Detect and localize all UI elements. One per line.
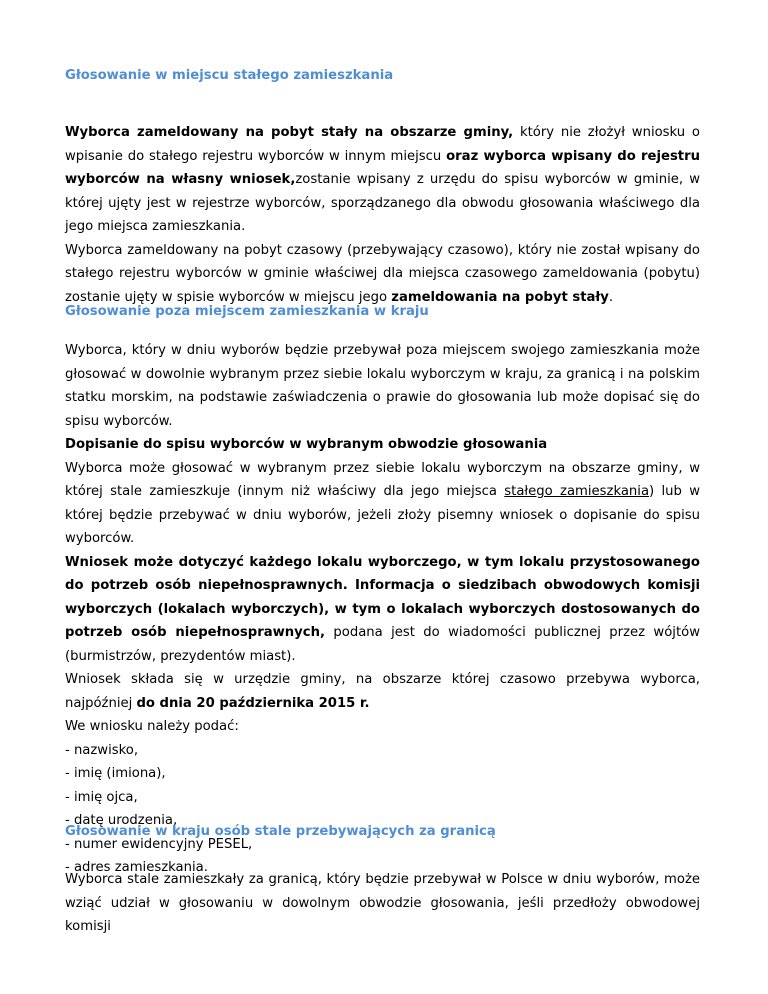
paragraph-permanent-voter <box>65 121 700 309</box>
list-item: - nazwisko, <box>65 742 139 758</box>
body-text: zostanie wpisany z urzędu do spisu wyborców w gminie, w której ujęty jest w rejestrze wyborców, sporządzanego dla obwodu głosowania właściwego dla jego miejsca zamieszkania. <box>65 172 700 234</box>
paragraph-abroad-residents: Wyborca stale zamieszkały za granicą, który będzie przebywał w Polsce w dniu wyborów, może wziąć udział w głosowaniu w dowolnym obwodzie głosowania, jeśli przedłoży obwodowej komisji <box>65 872 700 934</box>
bold-text: Wniosek może dotyczyć każdego lokalu wyborczego, w tym lokalu przystosowanego do potrzeb osób niepełnosprawnych. Informacja o siedzibach obwodowych komisji wyborczych (lokalach wyborczych), w tym o lokalach wyborczych dostosowanych do potrzeb osób niepełnosprawnych, <box>65 554 700 640</box>
list-item: - numer ewidencyjny PESEL, <box>65 836 253 852</box>
bold-text: oraz wyborca wpisany do rejestru wyborców na własny wniosek, <box>65 148 700 187</box>
body-text: Wyborca może głosować w wybranym przez siebie lokalu wyborczym na obszarze gminy, w której stale zamieszkuje (innym niż właściwy dla jego miejsca <box>65 460 700 499</box>
paragraph-outside-residence <box>65 339 700 880</box>
bold-text: do dnia 20 października 2015 r. <box>136 695 370 711</box>
list-item: - datę urodzenia, <box>65 813 178 828</box>
list-intro: We wniosku należy podać: <box>65 719 239 734</box>
list-item: - imię (imiona), <box>65 766 166 781</box>
section-heading-permanent-residence: Głosowanie w miejscu stałego zamieszkania <box>65 68 394 83</box>
subheading-add-to-voter-list: Dopisanie do spisu wyborców w wybranym obwodzie głosowania <box>65 437 548 452</box>
body-text: . <box>608 289 614 305</box>
section-heading-abroad-residents: Głosowanie w kraju osób stale przebywających za granicą <box>65 824 496 839</box>
body-text: ) lub w której będzie przebywać w dniu wyborów, jeżeli złoży pisemny wniosek o dopisanie do spisu wyborców. <box>65 484 701 546</box>
list-item: - imię ojca, <box>65 789 138 805</box>
list-item: - adres zamieszkania. <box>65 860 208 875</box>
body-text: który nie złożył wniosku o wpisanie do stałego rejestru wyborców w innym miejscu <box>65 125 700 164</box>
body-text: podana jest do wiadomości publicznej przez wójtów (burmistrzów, prezydentów miast). <box>65 625 700 664</box>
underlined-text: stałego zamieszkania <box>504 484 650 499</box>
bold-text: zameldowania na pobyt stały <box>391 289 609 305</box>
bold-text: Wyborca zameldowany na pobyt stały na obszarze gminy, <box>65 125 514 140</box>
section-heading-outside-residence: Głosowanie poza miejscem zamieszkania w kraju <box>65 304 429 319</box>
body-text: Wyborca, który w dniu wyborów będzie przebywał poza miejscem swojego zamieszkania może głosować w dowolnie wybranym przez siebie lokalu wyborczym w kraju, za granicą i na polskim statku morskim, na podstawie zaświadczenia o prawie do głosowania lub może dopisać się do spisu wyborców. <box>65 343 700 429</box>
body-text: Wyborca zameldowany na pobyt czasowy (przebywający czasowo), który nie został wpisany do stałego rejestru wyborców w gminie właściwej dla miejsca czasowego zameldowania (pobytu) zostanie ujęty w spisie wyborców w miejscu jego <box>65 242 700 305</box>
body-text: Wniosek składa się w urzędzie gminy, na obszarze której czasowo przebywa wyborca, najpóźniej <box>65 672 700 711</box>
